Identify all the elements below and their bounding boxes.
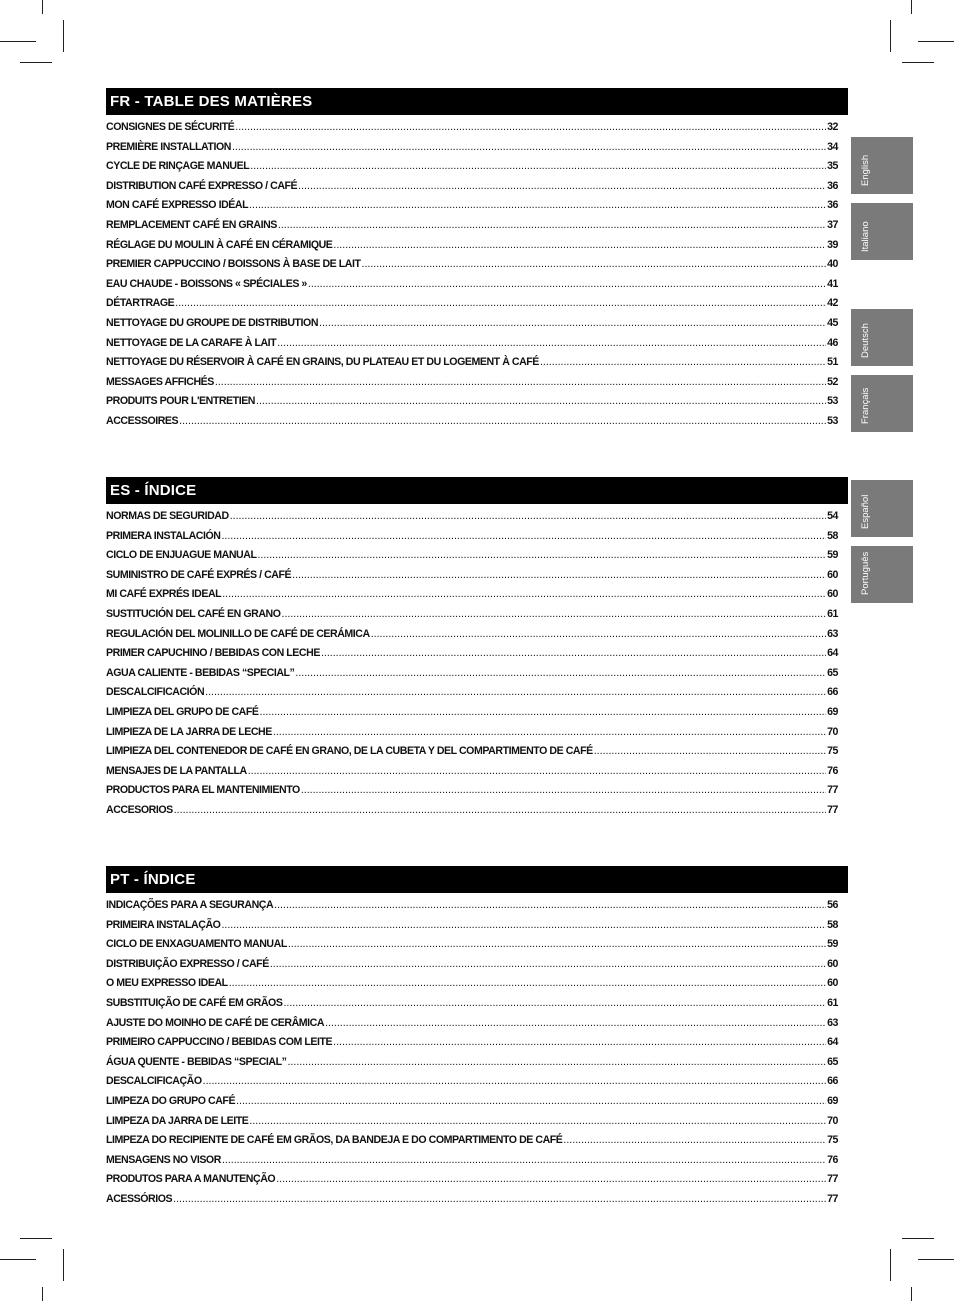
toc-entry-page: 59 [827,938,838,951]
toc-entry-title: CICLO DE ENJUAGUE MANUAL [106,549,257,562]
dot-leader [205,686,826,698]
crop-mark [0,1259,36,1260]
toc-entry[interactable] [106,376,838,396]
toc-entry-title: SUMINISTRO DE CAFÉ EXPRÉS / CAFÉ [106,568,292,581]
toc-entry[interactable] [106,628,838,648]
toc-entry-title: PRIMEIRA INSTALAÇÃO [106,918,221,931]
toc-entry[interactable] [106,667,838,687]
toc-entry[interactable] [106,745,838,765]
dot-leader [215,376,826,388]
toc-entry-title: SUBSTITUIÇÃO DE CAFÉ EM GRÃOS [106,996,283,1009]
crop-mark [20,62,52,63]
toc-entry-page: 58 [827,918,838,931]
dot-leader [298,180,826,192]
toc-entry-page: 77 [827,1173,838,1186]
toc-entry-page: 70 [827,725,838,738]
toc-entry-page: 39 [827,238,838,251]
toc-entry[interactable] [106,706,838,726]
toc-entry[interactable] [106,726,838,746]
toc-entry-title: MESSAGES AFFICHÉS [106,375,214,388]
toc-entry[interactable] [106,1154,838,1174]
toc-entry[interactable] [106,1173,838,1193]
dot-leader [325,1017,826,1029]
dot-leader [540,356,826,368]
toc-entry-title: LIMPIEZA DE LA JARRA DE LECHE [106,725,272,738]
dot-leader [273,726,826,738]
toc-entry-title: MENSAGENS NO VISOR [106,1153,221,1166]
section-title: PT - ÍNDICE [106,866,848,893]
toc-entry-title: NETTOYAGE DE LA CARAFE À LAIT [106,336,277,349]
dot-leader [333,1036,826,1048]
toc-entry[interactable] [106,647,838,667]
toc-entry-page: 77 [827,803,838,816]
section-title: FR - TABLE DES MATIÈRES [106,88,848,115]
toc-entry-title: RÉGLAGE DU MOULIN À CAFÉ EN CÉRAMIQUE [106,238,333,251]
dot-leader [173,1193,826,1205]
toc-entry[interactable] [106,804,838,824]
toc-entry[interactable] [106,180,838,200]
dot-leader [232,141,826,153]
toc-entry[interactable] [106,919,838,939]
toc-entry-page: 36 [827,179,838,192]
toc-entry-title: INDICAÇÕES PARA A SEGURANÇA [106,899,274,911]
dot-leader [276,1173,826,1185]
toc-entry[interactable] [106,1193,838,1213]
toc-entry-page: 36 [827,199,838,212]
toc-entry-title: CICLO DE ENXAGUAMENTO MANUAL [106,938,287,951]
dot-leader [563,1134,826,1146]
dot-leader [175,297,826,309]
crop-mark [902,1238,934,1239]
dot-leader [287,1056,826,1068]
dot-leader [257,549,826,561]
toc-entry-title: MENSAJES DE LA PANTALLA [106,764,247,777]
toc-entry[interactable] [106,317,838,337]
dot-leader [235,121,826,133]
dot-leader [283,997,826,1009]
dot-leader [308,278,826,290]
language-tab-francais[interactable]: Français [851,375,913,432]
toc-entry-title: LIMPEZA DO GRUPO CAFÉ [106,1094,236,1107]
toc-entry-page: 45 [827,316,838,329]
toc-entry-page: 42 [827,297,838,310]
toc-entry-title: PRODUTOS PARA A MANUTENÇÃO [106,1173,276,1186]
crop-mark [902,62,934,63]
toc-entry-page: 66 [827,1075,838,1088]
toc-entry[interactable] [106,1036,838,1056]
crop-mark [890,20,891,52]
toc-entry-page: 61 [827,607,838,620]
toc-entry-page: 64 [827,647,838,660]
toc-entry-page: 69 [827,705,838,718]
toc-entry[interactable] [106,278,838,298]
toc-entry[interactable] [106,958,838,978]
toc-entry-page: 69 [827,1094,838,1107]
dot-leader [292,569,826,581]
toc-entry[interactable] [106,569,838,589]
toc-entry-page: 77 [827,784,838,797]
toc-entry-page: 65 [827,666,838,679]
toc-entry[interactable] [106,530,838,550]
toc-entry-title: LIMPEZA DA JARRA DE LEITE [106,1114,249,1127]
toc-entry-title: REGULACIÓN DEL MOLINILLO DE CAFÉ DE CERÁMICA [106,627,370,640]
toc-entry-title: DESCALCIFICACIÓN [106,686,205,699]
toc-entry-page: 53 [827,414,838,427]
dot-leader [249,199,826,211]
toc-entry-page: 65 [827,1055,838,1068]
toc-section-fr [106,88,848,435]
toc-entry-title: DÉTARTRAGE [106,297,175,310]
dot-leader [221,919,826,931]
toc-entry-title: AJUSTE DO MOINHO DE CAFÉ DE CERÂMICA [106,1016,325,1029]
toc-section-es [106,477,848,824]
crop-mark [63,20,64,52]
toc-entry[interactable] [106,258,838,278]
toc-entry-page: 51 [827,356,838,369]
crop-mark [20,1238,52,1239]
toc-entry[interactable] [106,1134,838,1154]
toc-entry-page: 75 [827,1134,838,1147]
toc-entry-title: NETTOYAGE DU RÉSERVOIR À CAFÉ EN GRAINS, DU PLATEAU ET DU LOGEMENT À CAFÉ [106,356,539,369]
toc-entry[interactable] [106,608,838,628]
toc-entry[interactable] [106,141,838,161]
toc-entry-title: LIMPIEZA DEL GRUPO DE CAFÉ [106,705,259,718]
dot-leader [248,765,826,777]
toc-entry-page: 61 [827,996,838,1009]
toc-entry-page: 32 [827,121,838,133]
toc-entry-title: ÁGUA QUENTE - BEBIDAS “SPECIAL” [106,1055,287,1068]
toc-entry-page: 76 [827,1153,838,1166]
toc-entry-title: DESCALCIFICAÇÃO [106,1075,202,1088]
crop-mark [911,0,912,14]
toc-entry[interactable] [106,784,838,804]
toc-entry[interactable] [106,997,838,1017]
crop-mark [0,41,36,42]
dot-leader [594,745,826,757]
toc-entry[interactable] [106,219,838,239]
crop-mark [918,1259,954,1260]
toc-entry-page: 60 [827,957,838,970]
toc-entry-page: 64 [827,1036,838,1049]
toc-entry-title: DISTRIBUTION CAFÉ EXPRESSO / CAFÉ [106,179,298,192]
toc-entry[interactable] [106,160,838,180]
toc-entry-page: 60 [827,588,838,601]
dot-leader [362,258,827,270]
toc-entry[interactable] [106,415,838,435]
toc-entry-title: PREMIÈRE INSTALLATION [106,140,231,153]
toc-entry-title: PRIMERA INSTALACIÓN [106,529,221,542]
language-tab-espanol[interactable]: Español [851,480,913,537]
toc-entry-title: O MEU EXPRESSO IDEAL [106,977,228,990]
toc-entry-title: CYCLE DE RINÇAGE MANUEL [106,160,250,173]
toc-entry-title: AGUA CALIENTE - BEBIDAS “SPECIAL” [106,666,295,679]
dot-leader [278,219,826,231]
toc-list [106,899,838,1213]
toc-entry[interactable] [106,1115,838,1135]
toc-entry-page: 34 [827,140,838,153]
toc-entry[interactable] [106,510,838,530]
toc-entry-page: 37 [827,218,838,231]
toc-entry[interactable] [106,297,838,317]
toc-entry-title: SUSTITUCIÓN DEL CAFÉ EN GRANO [106,607,281,620]
toc-entry-title: PRIMER CAPUCHINO / BEBIDAS CON LECHE [106,647,320,660]
toc-entry-title: NETTOYAGE DU GROUPE DE DISTRIBUTION [106,316,319,329]
toc-entry-title: PRIMEIRO CAPPUCCINO / BEBIDAS COM LEITE [106,1036,333,1049]
toc-entry-page: 35 [827,160,838,173]
toc-entry[interactable] [106,1095,838,1115]
dot-leader [270,958,826,970]
crop-mark [890,1249,891,1281]
dot-leader [250,160,826,172]
crop-mark [918,41,954,42]
toc-entry-title: ACCESSOIRES [106,414,179,427]
dot-leader [277,337,826,349]
dot-leader [321,647,826,659]
toc-entry-title: MON CAFÉ EXPRESSO IDÉAL [106,199,249,212]
dot-leader [256,395,826,407]
toc-entry-page: 77 [827,1192,838,1205]
toc-entry-page: 63 [827,1016,838,1029]
language-tab-italiano[interactable]: Italiano [851,203,913,260]
toc-entry-page: 46 [827,336,838,349]
toc-entry-title: ACCESORIOS [106,803,173,816]
toc-entry-page: 76 [827,764,838,777]
dot-leader [174,804,826,816]
crop-mark [911,1287,912,1301]
dot-leader [282,608,827,620]
toc-entry-page: 59 [827,549,838,562]
dot-leader [295,667,826,679]
toc-entry[interactable] [106,199,838,219]
toc-entry-title: MI CAFÉ EXPRÉS IDEAL [106,588,222,601]
toc-entry[interactable] [106,938,838,958]
dot-leader [249,1115,826,1127]
toc-entry-page: 66 [827,686,838,699]
toc-list [106,121,838,435]
dot-leader [236,1095,826,1107]
toc-entry-page: 63 [827,627,838,640]
toc-entry-title: CONSIGNES DE SÉCURITÉ [106,121,235,133]
dot-leader [371,628,826,640]
toc-entry-title: PREMIER CAPPUCCINO / BOISSONS À BASE DE LAIT [106,258,361,271]
toc-entry-title: LIMPIEZA DEL CONTENEDOR DE CAFÉ EN GRANO, DE LA CUBETA Y DEL COMPARTIMENTO DE CAFÉ [106,745,593,758]
toc-entry-title: REMPLACEMENT CAFÉ EN GRAINS [106,218,277,231]
toc-entry[interactable] [106,588,838,608]
toc-entry-title: LIMPEZA DO RECIPIENTE DE CAFÉ EM GRÃOS, DA BANDEJA E DO COMPARTIMENTO DE CAFÉ [106,1134,563,1147]
toc-section-pt [106,866,848,1213]
toc-entry[interactable] [106,977,838,997]
crop-mark [42,0,43,14]
dot-leader [229,977,826,989]
section-title: ES - ÍNDICE [106,477,848,504]
toc-entry[interactable] [106,121,838,141]
toc-entry-page: 53 [827,395,838,408]
dot-leader [230,510,826,522]
dot-leader [203,1075,826,1087]
dot-leader [260,706,827,718]
toc-entry-title: DISTRIBUIÇÃO EXPRESSO / CAFÉ [106,957,269,970]
toc-entry[interactable] [106,1075,838,1095]
toc-entry-title: NORMAS DE SEGURIDAD [106,510,229,522]
toc-entry-title: PRODUITS POUR L'ENTRETIEN [106,395,256,408]
toc-entry[interactable] [106,765,838,785]
dot-leader [333,239,826,251]
toc-entry[interactable] [106,239,838,259]
toc-entry[interactable] [106,337,838,357]
toc-list [106,510,838,824]
toc-entry-title: ACESSÓRIOS [106,1192,173,1205]
toc-entry[interactable] [106,395,838,415]
toc-entry[interactable] [106,899,838,919]
dot-leader [222,1154,826,1166]
toc-entry-page: 60 [827,977,838,990]
toc-entry[interactable] [106,1056,838,1076]
dot-leader [288,938,826,950]
dot-leader [222,588,826,600]
toc-entry[interactable] [106,1017,838,1037]
toc-entry-page: 52 [827,375,838,388]
language-tab-deutsch[interactable]: Deutsch [851,309,913,366]
dot-leader [179,415,826,427]
toc-entry[interactable] [106,686,838,706]
toc-entry-page: 56 [827,899,838,911]
language-tab-english[interactable]: English [851,137,913,194]
toc-entry[interactable] [106,356,838,376]
toc-entry-title: PRODUCTOS PARA EL MANTENIMIENTO [106,784,300,797]
toc-entry-page: 40 [827,258,838,271]
toc-entry[interactable] [106,549,838,569]
toc-entry-title: EAU CHAUDE - BOISSONS « SPÉCIALES » [106,277,307,290]
dot-leader [274,899,826,911]
dot-leader [319,317,826,329]
toc-entry-page: 54 [827,510,838,522]
toc-entry-page: 58 [827,529,838,542]
dot-leader [221,530,826,542]
language-tab-portugues[interactable]: Português [851,546,913,603]
toc-entry-page: 75 [827,745,838,758]
toc-entry-page: 70 [827,1114,838,1127]
crop-mark [42,1287,43,1301]
crop-mark [63,1249,64,1281]
toc-entry-page: 41 [827,277,838,290]
toc-entry-page: 60 [827,568,838,581]
dot-leader [301,784,826,796]
